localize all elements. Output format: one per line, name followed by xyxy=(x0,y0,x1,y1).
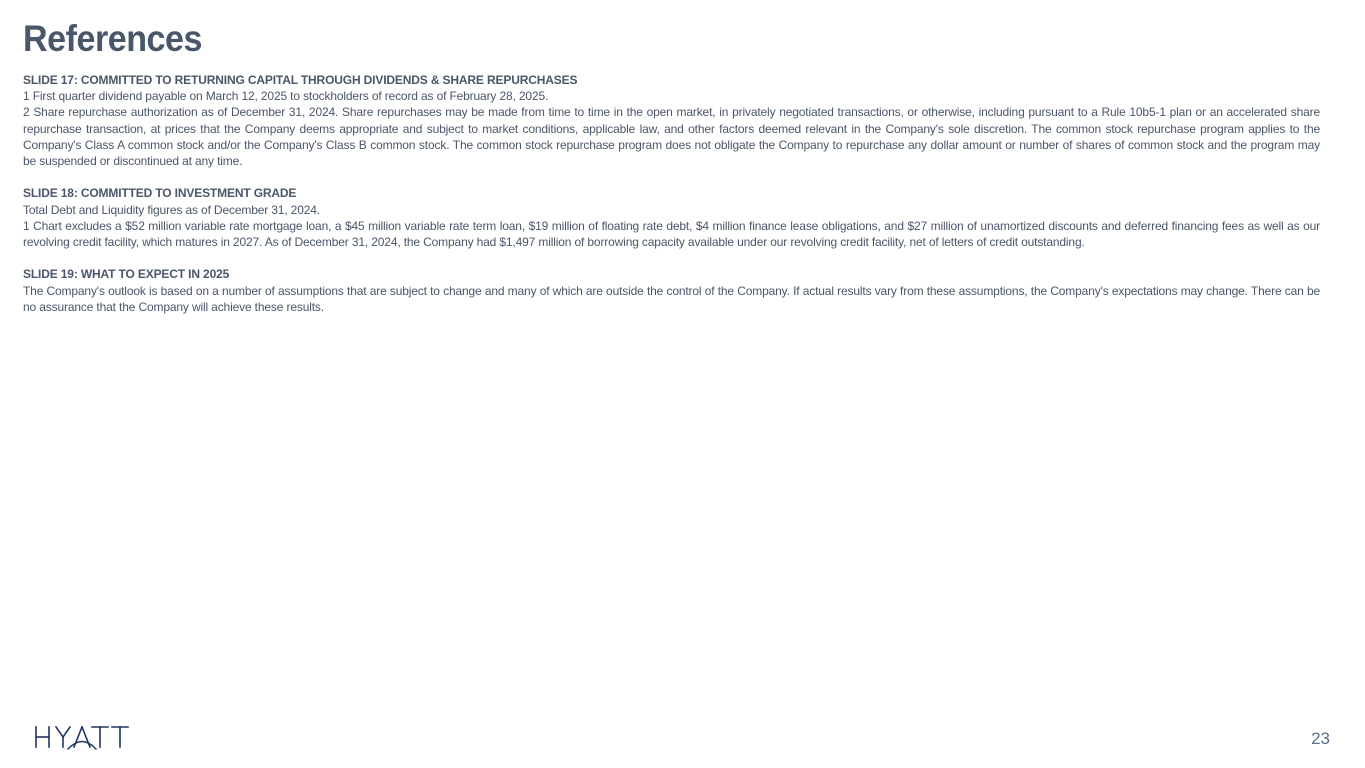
footnote-paragraph: The Company's outlook is based on a number of assumptions that are subject to change and many of which are outside the control of the Company. If actual results vary from these assumptions, the Company's expectations may change. There can be no assurance that the Company will achieve these results. xyxy=(23,283,1320,314)
footnote-paragraph: 1 Chart excludes a $52 million variable rate mortgage loan, a $45 million variable rate term loan, $19 million of floating rate debt, $4 million finance lease obligations, and $27 million of unamortized discounts and deferred financing fees as well as our revolving credit facility, which matures in 2027. As of December 31, 2024, the Company had $1,497 million of borrowing capacity available under our revolving credit facility, net of letters of credit outstanding. xyxy=(23,218,1320,250)
section-slide-17 xyxy=(23,72,1320,169)
section-heading: SLIDE 18: COMMITTED TO INVESTMENT GRADE xyxy=(23,186,297,201)
section-heading: SLIDE 17: COMMITTED TO RETURNING CAPITAL THROUGH DIVIDENDS & SHARE REPURCHASES xyxy=(23,73,578,87)
page-title: References xyxy=(23,18,202,59)
section-slide-18 xyxy=(23,185,1320,250)
footnote-paragraph: 2 Share repurchase authorization as of December 31, 2024. Share repurchases may be made from time to time in the open market, in privately negotiated transactions, or otherwise, including pursuant to a Rule 10b5-1 plan or an accelerated share repurchase transaction, at prices that the Company deems appropriate and subject to market conditions, applicable law, and other factors deemed relevant in the Company's sole discretion. The common stock repurchase program applies to the Company's Class A common stock and/or the Company's Class B common stock. The common stock repurchase program does not obligate the Company to repurchase any dollar amount or number of shares of common stock and the program may be suspended or discontinued at any time. xyxy=(23,105,1320,169)
page-number: 23 xyxy=(1311,729,1330,748)
footnote-paragraph: 1 First quarter dividend payable on March 12, 2025 to stockholders of record as of February 28, 2025. xyxy=(23,89,549,104)
section-heading: SLIDE 19: WHAT TO EXPECT IN 2025 xyxy=(23,267,230,282)
footnote-paragraph: Total Debt and Liquidity figures as of December 31, 2024. xyxy=(23,202,320,217)
section-slide-19 xyxy=(23,266,1320,315)
hyatt-logo xyxy=(34,724,130,752)
references-content xyxy=(23,72,1320,331)
